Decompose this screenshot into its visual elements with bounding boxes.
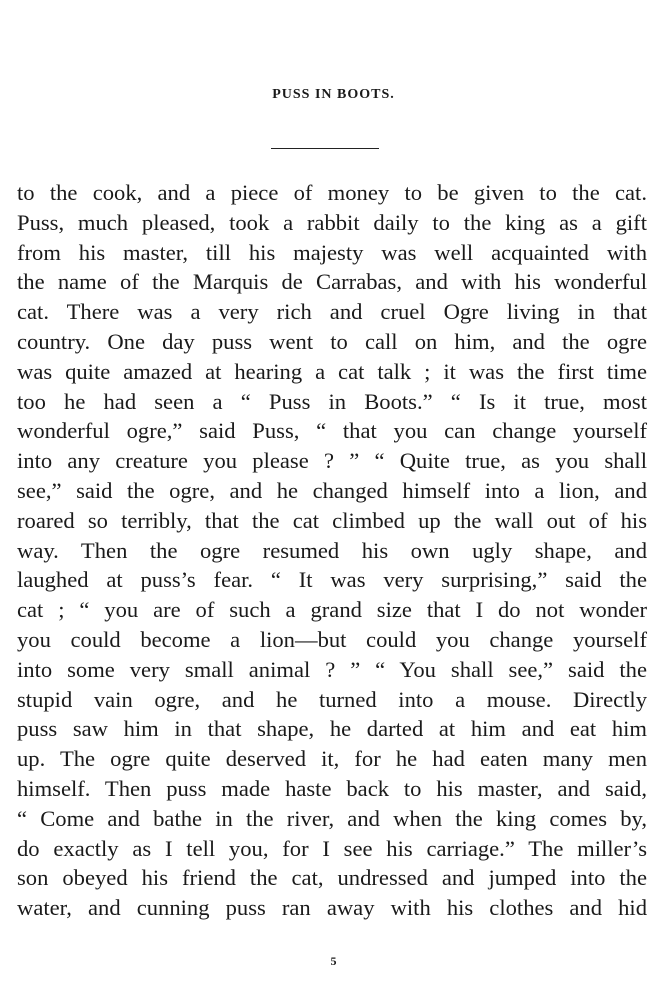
text-line: roared so terribly, that the cat climbed up the wall out of his: [17, 507, 647, 533]
text-line: country. One day puss went to call on him, and the ogre: [17, 328, 647, 354]
text-line: way. Then the ogre resumed his own ugly shape, and: [17, 537, 647, 563]
header-rule: [271, 148, 379, 149]
text-line: the name of the Marquis de Carrabas, and with his wonderful: [17, 269, 647, 295]
text-line: from his master, till his majesty was well acquainted with: [17, 239, 647, 265]
text-line: was quite amazed at hearing a cat talk ; it was the first time: [17, 358, 647, 384]
text-line: “ Come and bathe in the river, and when the king comes by,: [17, 805, 647, 831]
text-line: you could become a lion—but could you change yourself: [17, 626, 647, 652]
text-line: cat. There was a very rich and cruel Ogre living in that: [17, 299, 647, 325]
text-line: water, and cunning puss ran away with his clothes and hid: [17, 895, 647, 921]
text-line: see,” said the ogre, and he changed himself into a lion, and: [17, 477, 647, 503]
page-number: 5: [330, 954, 337, 968]
text-line: stupid vain ogre, and he turned into a mouse. Directly: [17, 686, 647, 712]
text-line: puss saw him in that shape, he darted at him and eat him: [17, 716, 647, 742]
running-head: PUSS IN BOOTS.: [272, 87, 395, 102]
text-line: do exactly as I tell you, for I see his carriage.” The miller’s: [17, 835, 647, 861]
text-line: wonderful ogre,” said Puss, “ that you can change yourself: [17, 418, 647, 444]
text-line: into some very small animal ? ” “ You shall see,” said the: [17, 656, 647, 682]
text-line: Puss, much pleased, took a rabbit daily to the king as a gift: [17, 209, 647, 235]
text-line: too he had seen a “ Puss in Boots.” “ Is it true, most: [17, 388, 647, 414]
text-line: himself. Then puss made haste back to his master, and said,: [17, 775, 647, 801]
text-line: cat ; “ you are of such a grand size that I do not wonder: [17, 597, 647, 623]
text-line: into any creature you please ? ” “ Quite true, as you shall: [17, 448, 647, 474]
text-line: son obeyed his friend the cat, undressed and jumped into the: [17, 865, 647, 891]
text-line: laughed at puss’s fear. “ It was very surprising,” said the: [17, 567, 647, 593]
text-line: to the cook, and a piece of money to be given to the cat.: [17, 180, 647, 205]
text-line: up. The ogre quite deserved it, for he had eaten many men: [17, 746, 647, 772]
body-text: [17, 178, 647, 923]
